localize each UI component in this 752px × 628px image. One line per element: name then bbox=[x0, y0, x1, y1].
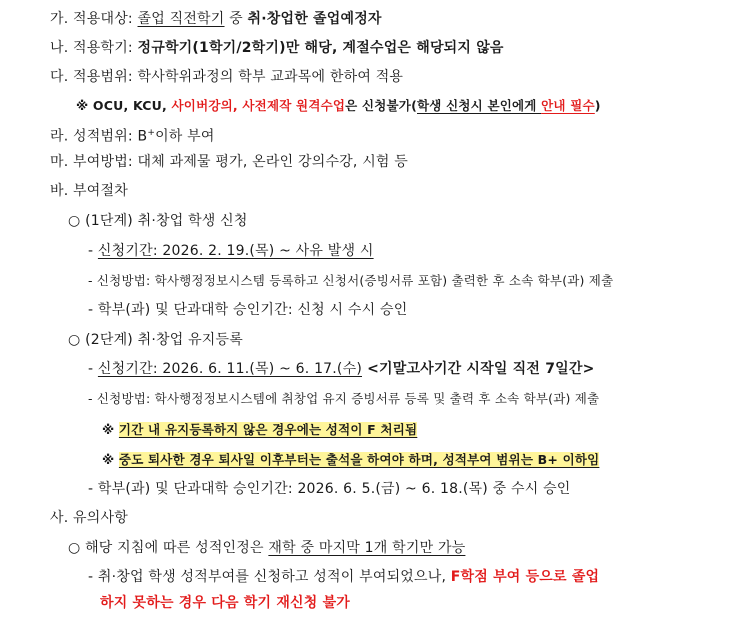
item-target bbox=[50, 9, 382, 29]
dash: - bbox=[88, 481, 94, 497]
step2-heading bbox=[68, 330, 243, 350]
item-label: 적용범위: bbox=[73, 69, 133, 85]
note-red-text: 안내 필수 bbox=[541, 98, 595, 113]
grade-plus: + bbox=[147, 128, 156, 138]
step1-approval bbox=[88, 300, 407, 320]
item-label: 성적범위: bbox=[73, 128, 133, 145]
item-marker: 다. bbox=[50, 69, 69, 85]
step1-period bbox=[88, 241, 374, 261]
grade-value: B bbox=[137, 128, 148, 145]
item-label: 유의사항 bbox=[73, 510, 128, 526]
note-mark: ※ bbox=[102, 452, 115, 467]
note-text: 학생 신청시 본인에게 bbox=[417, 98, 542, 113]
item-label: 적용대상: bbox=[73, 11, 133, 27]
dash: - bbox=[88, 569, 94, 585]
dash: - bbox=[88, 243, 94, 259]
method-text: 대체 과제물 평가, 온라인 강의수강, 시험 등 bbox=[137, 154, 409, 170]
dash: - bbox=[88, 273, 93, 288]
scope-text: 학사학위과정의 학부 교과목에 한하여 적용 bbox=[137, 69, 404, 85]
item-marker: 바. bbox=[50, 183, 69, 199]
step2-method bbox=[88, 389, 599, 409]
note-mark: ※ bbox=[76, 98, 89, 113]
item-label: 부여방법: bbox=[73, 154, 133, 170]
item-procedure bbox=[50, 181, 128, 201]
note-text: OCU, KCU, bbox=[88, 98, 172, 113]
caution-red-text: F학점 부여 등으로 졸업 bbox=[450, 569, 600, 585]
item-marker: 가. bbox=[50, 11, 69, 27]
warning-text: 중도 퇴사한 경우 퇴사일 이후부터는 출석을 하여야 하며, 성적부여 범위는 B+ 이하임 bbox=[118, 452, 600, 467]
step2-period bbox=[88, 359, 595, 379]
step2-warning-1 bbox=[102, 420, 417, 440]
item-marker: 나. bbox=[50, 40, 69, 56]
item-method bbox=[50, 152, 408, 172]
note-text: 은 신청불가( bbox=[345, 98, 417, 113]
note-mark: ※ bbox=[102, 422, 115, 437]
method-text: 신청방법: 학사행정정보시스템 등록하고 신청서(증빙서류 포함) 출력한 후 소속 학부(과) 제출 bbox=[96, 273, 614, 288]
step1-heading bbox=[68, 211, 248, 231]
caution-heading bbox=[68, 538, 465, 558]
target-term: 졸업 직전학기 bbox=[137, 11, 225, 27]
dash: - bbox=[88, 391, 93, 406]
period-note: <기말고사기간 시작일 직전 7일간> bbox=[362, 361, 595, 377]
step2-warning-2 bbox=[102, 450, 599, 470]
step1-method bbox=[88, 271, 613, 291]
step2-approval bbox=[88, 479, 571, 499]
item-marker: 라. bbox=[50, 128, 69, 145]
item-marker: 마. bbox=[50, 154, 69, 170]
item-label: 부여절차 bbox=[73, 183, 128, 199]
dash: - bbox=[88, 302, 94, 318]
semester-text: 정규학기(1학기/2학기)만 해당, 계절수업은 해당되지 않음 bbox=[137, 40, 504, 56]
period-text: 신청기간: 2026. 6. 11.(목) ~ 6. 17.(수) bbox=[97, 361, 362, 377]
caution-detail-cont: 하지 못하는 경우 다음 학기 재신청 불가 bbox=[100, 595, 351, 611]
approval-text: 학부(과) 및 단과대학 승인기간: 2026. 6. 5.(금) ~ 6. 18.(목) 중 수시 승인 bbox=[97, 481, 571, 497]
item-marker: 사. bbox=[50, 510, 69, 526]
caution-limit: 재학 중 마지막 1개 학기만 가능 bbox=[268, 540, 466, 556]
item-cautions bbox=[50, 508, 128, 528]
step-title: (2단계) 취·창업 유지등록 bbox=[85, 332, 243, 348]
item-grade-range bbox=[50, 123, 215, 147]
dash: - bbox=[88, 361, 94, 377]
approval-text: 학부(과) 및 단과대학 승인기간: 신청 시 수시 승인 bbox=[97, 302, 408, 318]
note-text: ) bbox=[594, 98, 601, 113]
circle-bullet: ○ bbox=[68, 540, 81, 556]
target-group: 취·창업한 졸업예정자 bbox=[247, 11, 382, 27]
item-semester bbox=[50, 38, 504, 58]
caution-detail-text: 취·창업 학생 성적부여를 신청하고 성적이 부여되었으나, bbox=[97, 569, 451, 585]
cyber-note bbox=[76, 96, 601, 116]
caution-text: 해당 지침에 따른 성적인정은 bbox=[85, 540, 269, 556]
period-text: 신청기간: 2026. 2. 19.(목) ~ 사유 발생 시 bbox=[97, 243, 374, 259]
circle-bullet: ○ bbox=[68, 332, 81, 348]
note-red-text: 사이버강의, 사전제작 원격수업 bbox=[171, 98, 346, 113]
step-title: (1단계) 취·창업 학생 신청 bbox=[85, 213, 248, 229]
warning-text: 기간 내 유지등록하지 않은 경우에는 성적이 F 처리됨 bbox=[118, 422, 418, 437]
caution-detail bbox=[88, 567, 599, 587]
item-scope bbox=[50, 67, 403, 87]
item-label: 적용학기: bbox=[73, 40, 133, 56]
connector: 중 bbox=[224, 11, 248, 27]
method-text: 신청방법: 학사행정정보시스템에 취창업 유지 증빙서류 등록 및 출력 후 소속 학부(과) 제출 bbox=[96, 391, 600, 406]
grade-text: 이하 부여 bbox=[155, 128, 215, 145]
circle-bullet: ○ bbox=[68, 213, 81, 229]
